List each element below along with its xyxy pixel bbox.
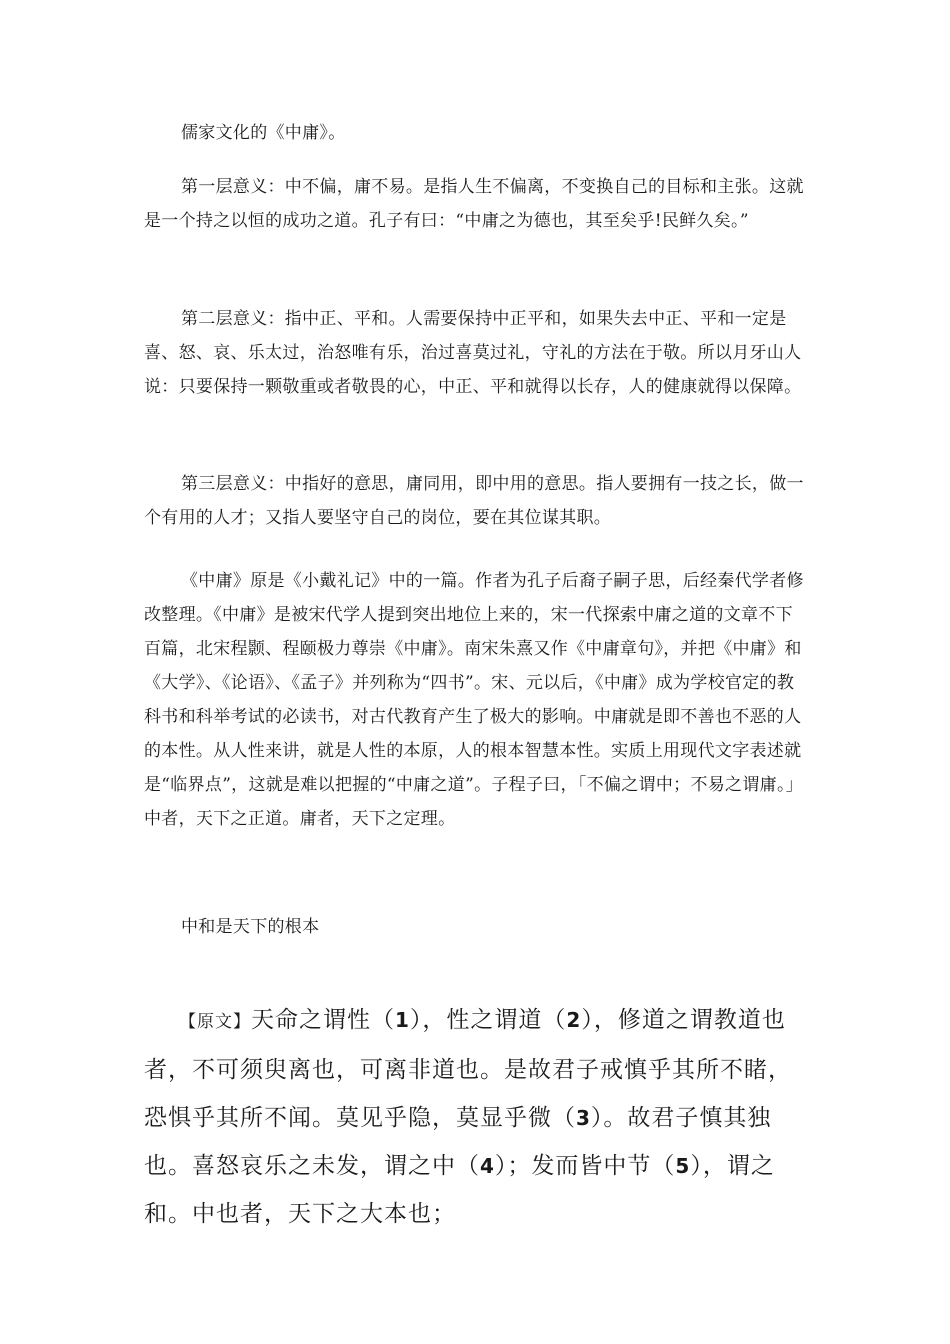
paragraph-second-meaning: 第二层意义：指中正、平和。人需要保持中正平和，如果失去中正、平和一定是喜、怒、哀、乐太过，治怒唯有乐，治过喜莫过礼，守礼的方法在于敬。所以月牙山人说：只要保持一颗敬重或者敬畏的心，中正、平和就得以长存，人的健康就得以保障。 (144, 309, 802, 397)
footnote-marker: 5 (675, 1154, 691, 1178)
original-text-segment: 天命之谓性（ (251, 1007, 395, 1033)
footnote-marker: 3 (576, 1106, 591, 1130)
original-text-segment: ）。故君子慎其独也。喜怒哀乐之未发，谓之中（ (144, 1105, 772, 1179)
paragraph-first-meaning: 第一层意义：中不偏，庸不易。是指人生不偏离，不变换自己的目标和主张。这就是一个持之以恒的成功之道。孔子有曰：“中庸之为德也，其至矣乎!民鲜久矣。” (144, 177, 804, 231)
document-title: 儒家文化的《中庸》。 (181, 123, 346, 143)
original-text-segment: ），修道之谓教道也者，不可须臾离也，可离非道也。是故君子戒慎乎其所不睹，恐惧乎其所不闻。莫见乎隐，莫显乎微（ (144, 1007, 792, 1131)
paragraph-third-meaning: 第三层意义：中指好的意思，庸同用，即中用的意思。指人要拥有一技之长，做一个有用的人才；又指人要坚守自己的岗位，要在其位谋其职。 (144, 474, 804, 528)
original-text (144, 996, 809, 1238)
original-text-segment: ），性之谓道（ (409, 1007, 567, 1033)
original-text-segment: ），谓之和。中也者，天下之大本也； (144, 1153, 775, 1227)
section-heading: 中和是天下的根本 (181, 917, 320, 937)
footnote-marker: 2 (566, 1008, 582, 1032)
paragraph-zhongyong-history: 《中庸》原是《小戴礼记》中的一篇。作者为孔子后裔子嗣子思，后经秦代学者修改整理。《中庸》是被宋代学人提到突出地位上来的，宋一代探索中庸之道的文章不下百篇，北宋程颢、程颐极力尊崇《中庸》。南宋朱熹又作《中庸章句》，并把《中庸》和《大学》、《论语》、《孟子》并列称为“四书”。宋、元以后，《中庸》成为学校官定的教科书和科举考试的必读书，对古代教育产生了极大的影响。中庸就是即不善也不恶的人的本性。从人性来讲，就是人性的本原，人的根本智慧本性。实质上用现代文字表述就是“临界点”，这就是难以把握的“中庸之道”。子程子曰，「不偏之谓中；不易之谓庸。」中者，天下之正道。庸者，天下之定理。 (144, 571, 804, 829)
original-text-segment: ）；发而皆中节（ (494, 1153, 676, 1179)
original-text-label: 【原文】 (179, 1012, 251, 1032)
footnote-marker: 4 (480, 1154, 495, 1178)
footnote-marker: 1 (395, 1008, 410, 1032)
